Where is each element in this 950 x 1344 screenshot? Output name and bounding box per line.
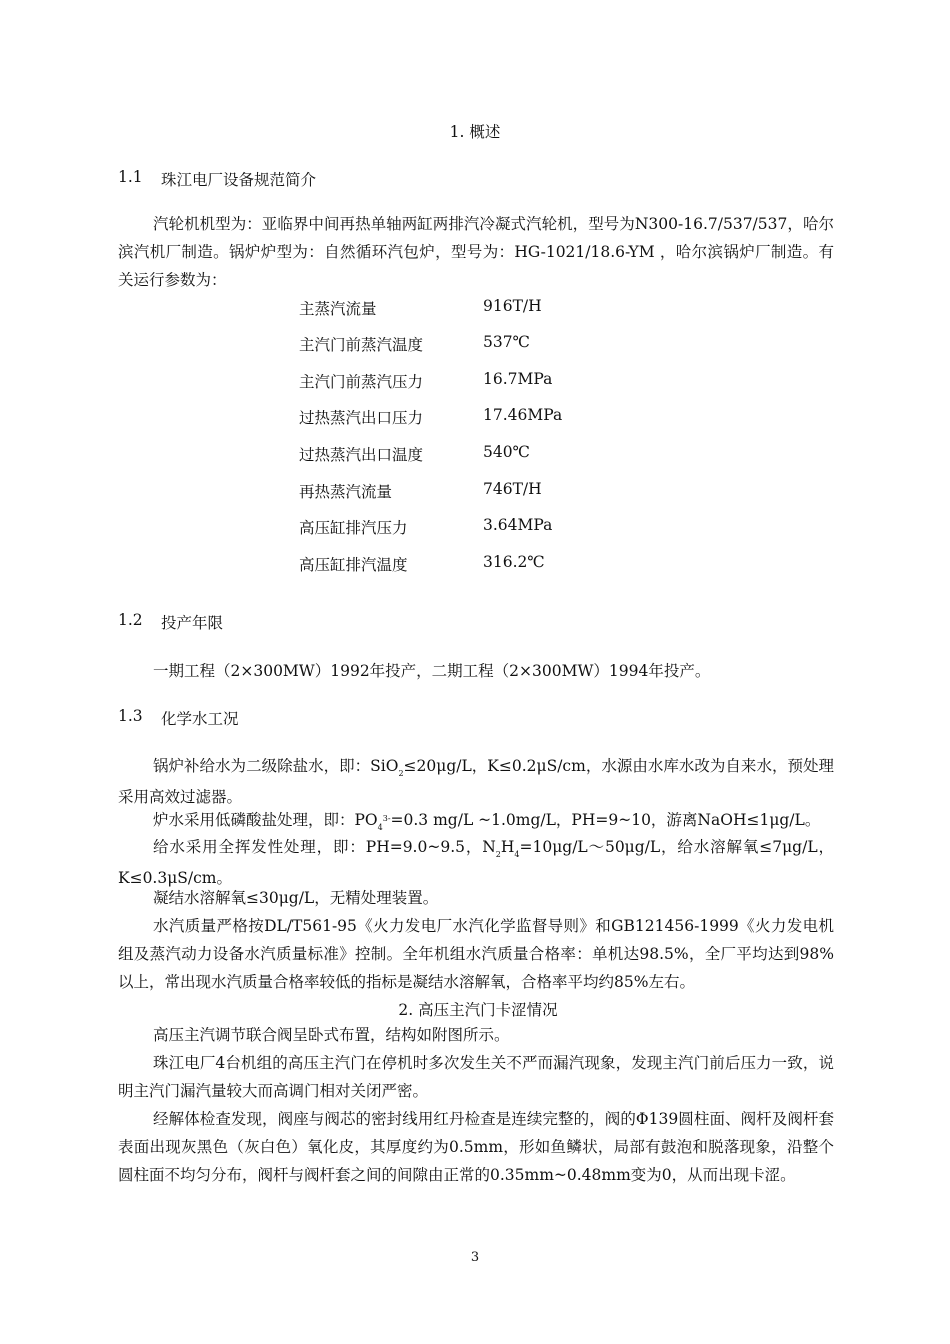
text-run: 锅炉补给水为二级除盐水，即：SiO xyxy=(153,757,399,775)
section-heading-2: 2. 高压主汽门卡涩情况 xyxy=(398,1001,558,1019)
param-value: 16.7MPa xyxy=(483,370,553,388)
param-label: 再热蒸汽流量 xyxy=(299,483,393,501)
subsection-1-2-title: 投产年限 xyxy=(161,614,224,632)
param-value: 916T/H xyxy=(483,297,542,315)
param-label: 主蒸汽流量 xyxy=(299,300,377,318)
text-run: 炉水采用低磷酸盐处理，即：PO xyxy=(153,811,378,829)
section-heading-1: 1. 概述 xyxy=(449,123,501,141)
text-run: =0.3 mg/L ~1.0mg/L，PH=9~10，游离NaOH≤1μg/L。 xyxy=(390,811,821,829)
paragraph-valve-layout: 高压主汽调节联合阀呈卧式布置，结构如附图所示。 xyxy=(153,1026,510,1044)
paragraph-water-quality: 水汽质量严格按DL/T561-95《火力发电厂水汽化学监督导则》和GB121456-1999《火力发电机组及蒸汽动力设备水汽质量标准》控制。全年机组水汽质量合格率：单机达98.5%，全厂平均达到98%以上，常出现水汽质量合格率较低的指标是凝结水溶解氧，合格率平均约85%左右。 xyxy=(118,917,834,991)
page-number: 3 xyxy=(470,1250,480,1265)
subscript: 4 xyxy=(514,850,520,859)
text-run: =10μg/L～50μg/L，给水溶解氧≤7μg/L， K≤0.3μS/cm。 xyxy=(118,838,834,887)
paragraph-inspection: 经解体检查发现，阀座与阀芯的密封线用红丹检查是连续完整的，阀的Φ139圆柱面、阀杆及阀杆套表面出现灰黑色（灰白色）氧化皮，其厚度约为0.5mm，形如鱼鳞状，局部有鼓泡和脱落现象，沿整个圆柱面不均匀分布，阀杆与阀杆套之间的间隙由正常的0.35mm~0.48mm变为0，从而出现卡涩。 xyxy=(118,1110,834,1184)
param-label: 过热蒸汽出口压力 xyxy=(299,409,424,427)
param-label: 过热蒸汽出口温度 xyxy=(299,446,424,464)
paragraph-equipment-spec: 汽轮机机型为：亚临界中间再热单轴两缸两排汽冷凝式汽轮机，型号为N300-16.7/537/537，哈尔滨汽机厂制造。锅炉炉型为：自然循环汽包炉，型号为：HG-1021/18.6-YM ，哈尔滨锅炉厂制造。有关运行参数为： xyxy=(118,215,834,289)
subsection-1-3-title: 化学水工况 xyxy=(161,710,239,728)
param-label: 主汽门前蒸汽温度 xyxy=(299,336,424,354)
subscript: 2 xyxy=(398,769,404,778)
param-value: 3.64MPa xyxy=(483,516,553,534)
param-value: 540℃ xyxy=(483,443,530,461)
subscript: 4 xyxy=(377,823,383,832)
paragraph-condensate: 凝结水溶解氧≤30μg/L，无精处理装置。 xyxy=(153,889,439,907)
param-label: 高压缸排汽温度 xyxy=(299,556,408,574)
param-value: 746T/H xyxy=(483,480,542,498)
param-value: 537℃ xyxy=(483,333,530,351)
superscript: 3- xyxy=(382,814,391,823)
text-run: H xyxy=(500,838,515,856)
paragraph-valve-leak: 珠江电厂4台机组的高压主汽门在停机时多次发生关不严而漏汽现象，发现主汽门前后压力一致，说明主汽门漏汽量较大而高调门相对关闭严密。 xyxy=(118,1054,834,1100)
subsection-1-1-number: 1.1 xyxy=(118,168,143,186)
param-value: 316.2℃ xyxy=(483,553,545,571)
subsection-1-1-title: 珠江电厂设备规范简介 xyxy=(161,171,317,189)
subsection-1-3-number: 1.3 xyxy=(118,707,143,725)
param-label: 主汽门前蒸汽压力 xyxy=(299,373,424,391)
param-value: 17.46MPa xyxy=(483,406,563,424)
paragraph-makeup-water xyxy=(118,752,834,811)
paragraph-commissioning: 一期工程（2×300MW）1992年投产，二期工程（2×300MW）1994年投产。 xyxy=(153,662,711,680)
text-run: ≤20μg/L，K≤0.2μS/cm，水源由水库水改为自来水，预处理采用高效过滤器。 xyxy=(118,757,834,806)
param-label: 高压缸排汽压力 xyxy=(299,519,408,537)
text-run: 给水采用全挥发性处理，即：PH=9.0~9.5，N xyxy=(153,838,496,856)
subscript: 2 xyxy=(495,850,501,859)
subsection-1-2-number: 1.2 xyxy=(118,611,143,629)
